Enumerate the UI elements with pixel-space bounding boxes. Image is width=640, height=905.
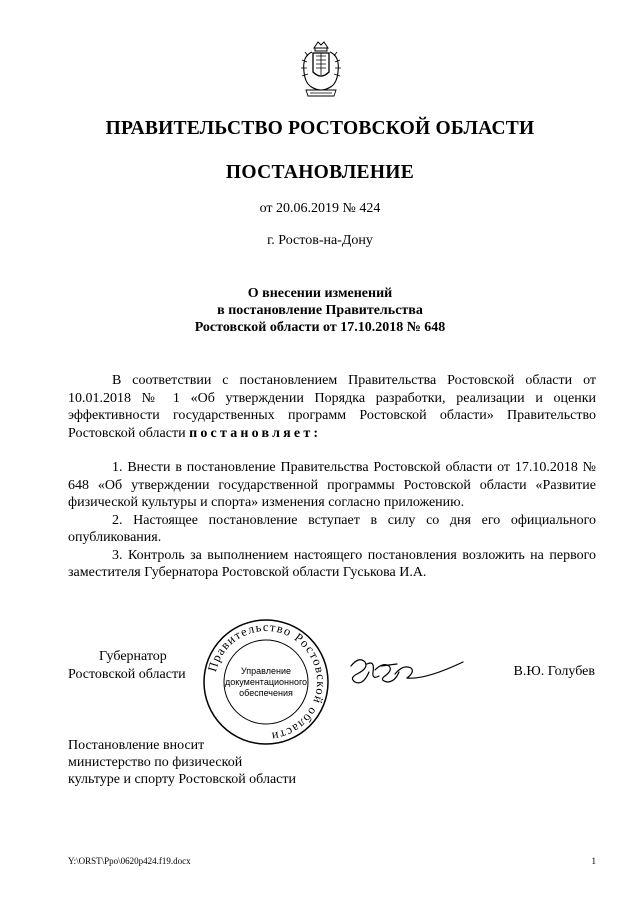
seal-inner-text: Управление <box>240 666 292 676</box>
seal-inner-text: обеспечения <box>239 688 293 698</box>
round-seal-icon <box>201 617 331 747</box>
introduced-by-block <box>68 737 296 788</box>
coat-of-arms-icon <box>296 38 346 100</box>
signer-name: В.Ю. Голубев <box>513 664 595 679</box>
resolution-items <box>68 459 596 582</box>
signatory-region: Ростовской области <box>68 667 186 682</box>
resolves-word: постановляет: <box>189 425 322 441</box>
signatory-title <box>68 648 186 684</box>
resolution-item: 3. Контроль за выполнением настоящего постановления возложить на первого заместителя Губернатора Ростовской области Гуськова И.А. <box>68 547 596 580</box>
footer-page-number: 1 <box>591 856 596 866</box>
handwritten-signature-icon <box>345 652 465 690</box>
subject-line: в постановление Правительства <box>217 303 423 318</box>
seal-inner-text: документационного <box>224 677 308 687</box>
document-date-number: от 20.06.2019 № 424 <box>259 201 381 216</box>
preamble-paragraph <box>68 372 596 442</box>
document-type: ПОСТАНОВЛЕНИЕ <box>225 162 415 183</box>
footer-file-path: Y:\ORST\Ppo\0620p424.f19.docx <box>68 856 191 866</box>
document-city: г. Ростов-на-Дону <box>267 233 373 248</box>
introduced-by-line: Постановление вносит <box>68 738 205 753</box>
subject-line: О внесении изменений <box>247 286 393 301</box>
document-subject <box>0 285 640 336</box>
signatory-position: Губернатор <box>99 649 167 664</box>
introduced-by-line: культуре и спорту Ростовской области <box>68 772 296 787</box>
introduced-by-line: министерство по физической <box>68 755 243 770</box>
preamble-text: В соответствии с постановлением Правительства Ростовской области от 10.01.2018 № 1 «Об утверждении Порядка разработки, реализации и оценки эффективности государственных программ Ростовской области» Правительство Ростовской области <box>68 373 596 441</box>
subject-line: Ростовской области от 17.10.2018 № 648 <box>194 320 446 335</box>
resolution-item: 2. Настоящее постановление вступает в силу со дня его официального опубликования. <box>68 512 596 545</box>
organization-title: ПРАВИТЕЛЬСТВО РОСТОВСКОЙ ОБЛАСТИ <box>105 118 535 139</box>
resolution-item: 1. Внести в постановление Правительства Ростовской области от 17.10.2018 № 648 «Об утверждении государственной программы Ростовской области «Развитие физической культуры и спорта» изменения согласно приложению. <box>68 460 596 510</box>
seal-ring-text: Правительство Ростовской области <box>205 619 329 744</box>
